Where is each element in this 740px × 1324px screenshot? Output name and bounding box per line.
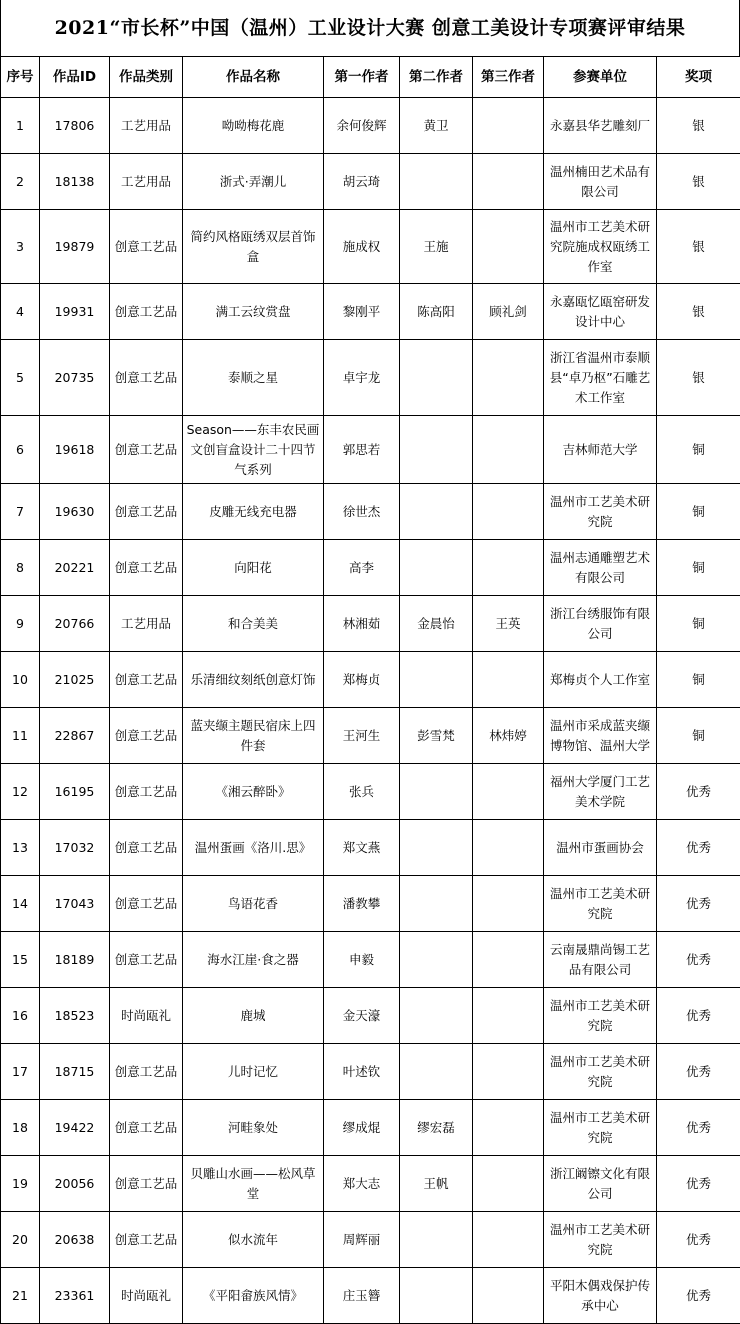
cell-first-author: 叶述钦 <box>324 1044 400 1100</box>
cell-second-author <box>400 1212 473 1268</box>
cell-work-id: 16195 <box>40 764 110 820</box>
cell-work-id: 22867 <box>40 708 110 764</box>
cell-index: 21 <box>1 1268 40 1324</box>
cell-organization: 云南晟鼎尚锡工艺品有限公司 <box>544 932 657 988</box>
cell-award: 铜 <box>657 540 740 596</box>
cell-first-author: 周辉丽 <box>324 1212 400 1268</box>
cell-third-author <box>473 210 544 284</box>
cell-award: 银 <box>657 154 740 210</box>
cell-work-name: 浙式·弄潮儿 <box>183 154 324 210</box>
table-row <box>1 1268 740 1324</box>
cell-first-author: 潘教攀 <box>324 876 400 932</box>
table-row <box>1 596 740 652</box>
cell-first-author: 徐世杰 <box>324 484 400 540</box>
cell-third-author <box>473 1212 544 1268</box>
cell-organization: 温州市工艺美术研究院 <box>544 1044 657 1100</box>
cell-second-author <box>400 932 473 988</box>
cell-index: 20 <box>1 1212 40 1268</box>
cell-first-author: 胡云琦 <box>324 154 400 210</box>
cell-first-author: 金天濠 <box>324 988 400 1044</box>
cell-work-id: 19618 <box>40 416 110 484</box>
col-header-organization: 参赛单位 <box>544 57 657 98</box>
col-header-third-author: 第三作者 <box>473 57 544 98</box>
cell-organization: 温州市工艺美术研究院 <box>544 1100 657 1156</box>
cell-work-name: 皮雕无线充电器 <box>183 484 324 540</box>
cell-work-name: 泰顺之星 <box>183 340 324 416</box>
cell-organization: 温州市工艺美术研究院 <box>544 988 657 1044</box>
cell-index: 2 <box>1 154 40 210</box>
cell-award: 铜 <box>657 652 740 708</box>
cell-award: 优秀 <box>657 820 740 876</box>
cell-second-author <box>400 1268 473 1324</box>
cell-work-id: 19630 <box>40 484 110 540</box>
cell-award: 优秀 <box>657 1212 740 1268</box>
cell-index: 11 <box>1 708 40 764</box>
cell-work-id: 18715 <box>40 1044 110 1100</box>
table-row <box>1 1156 740 1212</box>
cell-second-author: 缪宏磊 <box>400 1100 473 1156</box>
cell-third-author <box>473 876 544 932</box>
table-row <box>1 932 740 988</box>
cell-index: 9 <box>1 596 40 652</box>
cell-first-author: 张兵 <box>324 764 400 820</box>
cell-category: 创意工艺品 <box>110 484 183 540</box>
cell-award: 优秀 <box>657 764 740 820</box>
cell-category: 工艺用品 <box>110 596 183 652</box>
col-header-second-author: 第二作者 <box>400 57 473 98</box>
cell-first-author: 黎刚平 <box>324 284 400 340</box>
cell-award: 铜 <box>657 596 740 652</box>
cell-index: 19 <box>1 1156 40 1212</box>
cell-first-author: 卓宇龙 <box>324 340 400 416</box>
cell-third-author <box>473 1044 544 1100</box>
table-row <box>1 284 740 340</box>
cell-organization: 温州楠田艺术品有限公司 <box>544 154 657 210</box>
cell-work-name: 温州蛋画《洛川.思》 <box>183 820 324 876</box>
cell-organization: 福州大学厦门工艺美术学院 <box>544 764 657 820</box>
cell-work-name: 儿时记忆 <box>183 1044 324 1100</box>
cell-first-author: 缪成焜 <box>324 1100 400 1156</box>
table-row <box>1 876 740 932</box>
cell-index: 4 <box>1 284 40 340</box>
cell-work-name: 《湘云醉卧》 <box>183 764 324 820</box>
cell-award: 铜 <box>657 484 740 540</box>
cell-award: 铜 <box>657 416 740 484</box>
cell-third-author <box>473 820 544 876</box>
cell-organization: 吉林师范大学 <box>544 416 657 484</box>
col-header-index: 序号 <box>1 57 40 98</box>
cell-index: 8 <box>1 540 40 596</box>
cell-category: 创意工艺品 <box>110 284 183 340</box>
cell-second-author <box>400 416 473 484</box>
cell-organization: 温州市工艺美术研究院 <box>544 484 657 540</box>
table-row <box>1 708 740 764</box>
cell-work-name: 向阳花 <box>183 540 324 596</box>
cell-index: 10 <box>1 652 40 708</box>
cell-work-name: 河畦象处 <box>183 1100 324 1156</box>
cell-third-author <box>473 1156 544 1212</box>
cell-award: 优秀 <box>657 1044 740 1100</box>
cell-first-author: 林湘茹 <box>324 596 400 652</box>
cell-first-author: 郑大志 <box>324 1156 400 1212</box>
cell-category: 创意工艺品 <box>110 340 183 416</box>
cell-work-id: 19422 <box>40 1100 110 1156</box>
cell-work-name: 和合美美 <box>183 596 324 652</box>
page-title: 2021“市长杯”中国（温州）工业设计大赛 创意工美设计专项赛评审结果 <box>0 0 740 56</box>
cell-work-name: 呦呦梅花鹿 <box>183 98 324 154</box>
cell-second-author <box>400 154 473 210</box>
cell-work-id: 20056 <box>40 1156 110 1212</box>
cell-first-author: 郭思若 <box>324 416 400 484</box>
cell-work-id: 23361 <box>40 1268 110 1324</box>
cell-work-id: 19879 <box>40 210 110 284</box>
cell-work-id: 21025 <box>40 652 110 708</box>
cell-first-author: 郑文燕 <box>324 820 400 876</box>
cell-first-author: 郑梅贞 <box>324 652 400 708</box>
cell-category: 创意工艺品 <box>110 820 183 876</box>
cell-work-id: 17032 <box>40 820 110 876</box>
cell-work-name: 蓝夹缬主题民宿床上四件套 <box>183 708 324 764</box>
cell-third-author: 林炜婷 <box>473 708 544 764</box>
cell-category: 创意工艺品 <box>110 1156 183 1212</box>
cell-first-author: 高李 <box>324 540 400 596</box>
cell-work-id: 18189 <box>40 932 110 988</box>
cell-work-name: Season——东丰农民画文创盲盒设计二十四节气系列 <box>183 416 324 484</box>
cell-category: 创意工艺品 <box>110 540 183 596</box>
cell-category: 创意工艺品 <box>110 764 183 820</box>
cell-index: 1 <box>1 98 40 154</box>
cell-award: 优秀 <box>657 1100 740 1156</box>
cell-second-author <box>400 652 473 708</box>
cell-organization: 温州市蛋画协会 <box>544 820 657 876</box>
cell-second-author: 彭雪梵 <box>400 708 473 764</box>
cell-organization: 永嘉瓯忆瓯窑研发设计中心 <box>544 284 657 340</box>
table-row <box>1 820 740 876</box>
cell-award: 银 <box>657 340 740 416</box>
cell-category: 创意工艺品 <box>110 210 183 284</box>
cell-second-author: 金晨怡 <box>400 596 473 652</box>
cell-work-name: 海水江崖·食之器 <box>183 932 324 988</box>
cell-award: 优秀 <box>657 988 740 1044</box>
table-row <box>1 210 740 284</box>
cell-second-author <box>400 764 473 820</box>
cell-award: 银 <box>657 284 740 340</box>
cell-category: 创意工艺品 <box>110 416 183 484</box>
cell-index: 18 <box>1 1100 40 1156</box>
cell-category: 工艺用品 <box>110 154 183 210</box>
cell-work-name: 乐清细纹刻纸创意灯饰 <box>183 652 324 708</box>
table-row <box>1 484 740 540</box>
cell-organization: 温州市采成蓝夹缬博物馆、温州大学 <box>544 708 657 764</box>
cell-organization: 郑梅贞个人工作室 <box>544 652 657 708</box>
cell-third-author <box>473 988 544 1044</box>
table-row <box>1 98 740 154</box>
table-row <box>1 154 740 210</box>
cell-work-name: 鹿城 <box>183 988 324 1044</box>
cell-index: 13 <box>1 820 40 876</box>
cell-work-id: 20221 <box>40 540 110 596</box>
table-row <box>1 416 740 484</box>
cell-work-name: 简约风格瓯绣双层首饰盒 <box>183 210 324 284</box>
cell-organization: 温州市工艺美术研究院 <box>544 876 657 932</box>
cell-category: 工艺用品 <box>110 98 183 154</box>
cell-second-author <box>400 820 473 876</box>
table-row <box>1 1212 740 1268</box>
cell-organization: 浙江台绣服饰有限公司 <box>544 596 657 652</box>
cell-organization: 温州志通雕塑艺术有限公司 <box>544 540 657 596</box>
table-row <box>1 988 740 1044</box>
cell-category: 创意工艺品 <box>110 708 183 764</box>
col-header-award: 奖项 <box>657 57 740 98</box>
cell-third-author: 顾礼剑 <box>473 284 544 340</box>
cell-organization: 平阳木偶戏保护传承中心 <box>544 1268 657 1324</box>
cell-index: 5 <box>1 340 40 416</box>
cell-award: 优秀 <box>657 876 740 932</box>
table-row <box>1 764 740 820</box>
cell-category: 创意工艺品 <box>110 876 183 932</box>
table-row <box>1 1044 740 1100</box>
cell-work-id: 17806 <box>40 98 110 154</box>
cell-first-author: 余何俊辉 <box>324 98 400 154</box>
cell-organization: 浙江阚镲文化有限公司 <box>544 1156 657 1212</box>
cell-third-author <box>473 416 544 484</box>
cell-category: 时尚瓯礼 <box>110 988 183 1044</box>
cell-award: 优秀 <box>657 932 740 988</box>
cell-award: 铜 <box>657 708 740 764</box>
cell-third-author <box>473 484 544 540</box>
cell-third-author <box>473 1268 544 1324</box>
cell-first-author: 庄玉簪 <box>324 1268 400 1324</box>
cell-second-author <box>400 340 473 416</box>
cell-index: 15 <box>1 932 40 988</box>
cell-index: 3 <box>1 210 40 284</box>
cell-second-author <box>400 1044 473 1100</box>
cell-work-name: 似水流年 <box>183 1212 324 1268</box>
col-header-first-author: 第一作者 <box>324 57 400 98</box>
header-row <box>1 57 740 98</box>
cell-organization: 温州市工艺美术研究院施成权瓯绣工作室 <box>544 210 657 284</box>
cell-category: 时尚瓯礼 <box>110 1268 183 1324</box>
cell-category: 创意工艺品 <box>110 932 183 988</box>
cell-third-author <box>473 154 544 210</box>
cell-award: 银 <box>657 98 740 154</box>
cell-category: 创意工艺品 <box>110 1212 183 1268</box>
cell-category: 创意工艺品 <box>110 1044 183 1100</box>
cell-category: 创意工艺品 <box>110 1100 183 1156</box>
cell-third-author <box>473 540 544 596</box>
cell-second-author: 陈高阳 <box>400 284 473 340</box>
cell-work-name: 贝雕山水画——松风草堂 <box>183 1156 324 1212</box>
cell-first-author: 王河生 <box>324 708 400 764</box>
cell-second-author <box>400 988 473 1044</box>
cell-category: 创意工艺品 <box>110 652 183 708</box>
cell-index: 6 <box>1 416 40 484</box>
cell-first-author: 申毅 <box>324 932 400 988</box>
cell-third-author: 王英 <box>473 596 544 652</box>
cell-organization: 永嘉县华艺雕刻厂 <box>544 98 657 154</box>
cell-work-id: 20735 <box>40 340 110 416</box>
results-table <box>0 56 740 1324</box>
cell-third-author <box>473 98 544 154</box>
cell-second-author: 王施 <box>400 210 473 284</box>
table-row <box>1 540 740 596</box>
cell-work-id: 18138 <box>40 154 110 210</box>
cell-index: 14 <box>1 876 40 932</box>
cell-work-name: 鸟语花香 <box>183 876 324 932</box>
col-header-id: 作品ID <box>40 57 110 98</box>
cell-work-id: 20766 <box>40 596 110 652</box>
col-header-category: 作品类别 <box>110 57 183 98</box>
cell-work-id: 20638 <box>40 1212 110 1268</box>
cell-third-author <box>473 1100 544 1156</box>
cell-work-name: 《平阳畲族风情》 <box>183 1268 324 1324</box>
cell-second-author <box>400 484 473 540</box>
cell-second-author: 黄卫 <box>400 98 473 154</box>
cell-award: 优秀 <box>657 1156 740 1212</box>
cell-second-author <box>400 876 473 932</box>
cell-index: 16 <box>1 988 40 1044</box>
cell-work-name: 满工云纹赏盘 <box>183 284 324 340</box>
cell-third-author <box>473 340 544 416</box>
results-body <box>1 98 740 1324</box>
cell-second-author: 王帆 <box>400 1156 473 1212</box>
table-row <box>1 1100 740 1156</box>
table-row <box>1 652 740 708</box>
cell-third-author <box>473 652 544 708</box>
cell-index: 17 <box>1 1044 40 1100</box>
cell-index: 7 <box>1 484 40 540</box>
cell-index: 12 <box>1 764 40 820</box>
cell-first-author: 施成权 <box>324 210 400 284</box>
cell-work-id: 17043 <box>40 876 110 932</box>
col-header-work-name: 作品名称 <box>183 57 324 98</box>
cell-work-id: 18523 <box>40 988 110 1044</box>
table-row <box>1 340 740 416</box>
cell-second-author <box>400 540 473 596</box>
cell-award: 银 <box>657 210 740 284</box>
cell-third-author <box>473 932 544 988</box>
cell-organization: 温州市工艺美术研究院 <box>544 1212 657 1268</box>
cell-work-id: 19931 <box>40 284 110 340</box>
cell-organization: 浙江省温州市泰顺县“卓乃枢”石雕艺术工作室 <box>544 340 657 416</box>
cell-award: 优秀 <box>657 1268 740 1324</box>
cell-third-author <box>473 764 544 820</box>
